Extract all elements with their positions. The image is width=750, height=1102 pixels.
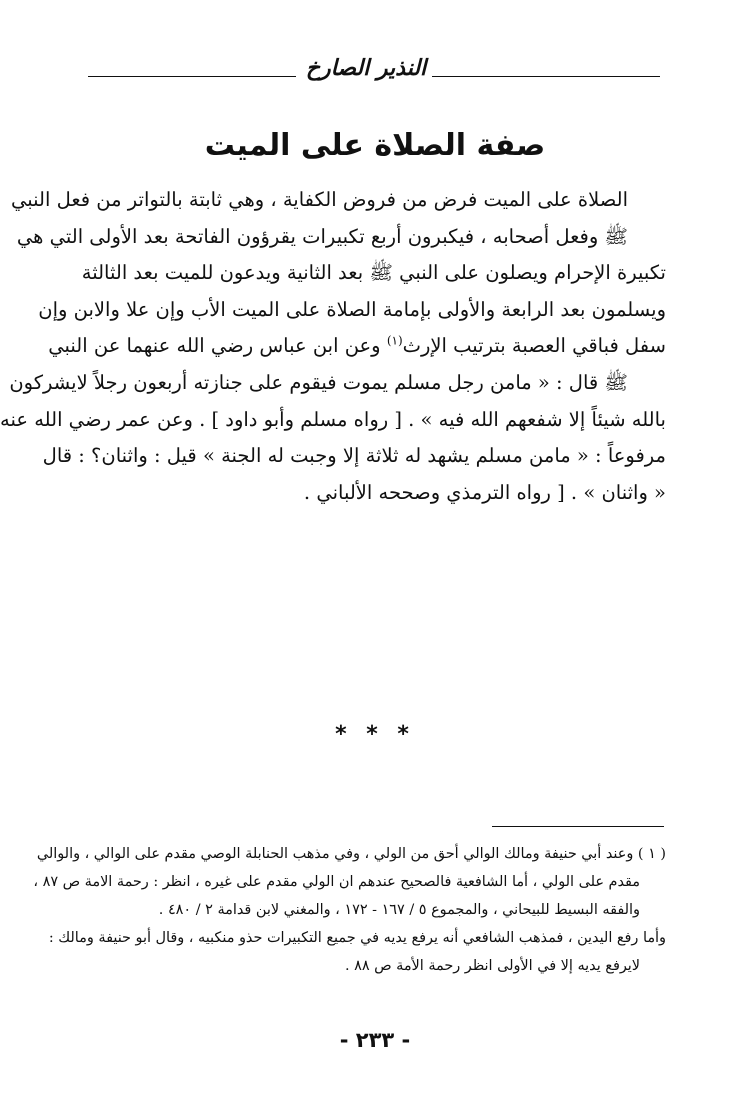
body-line-head: سفل فباقي العصبة بترتيب الإرث: [402, 334, 666, 358]
body-line-with-footnote: [48, 328, 666, 365]
footnote-rule: [492, 826, 664, 827]
body-line: « واثنان » . [ رواه الترمذي وصححه الألباني .: [303, 480, 666, 504]
body-line: بالله شيئاً إلا شفعهم الله فيه » . [ رواه مسلم وأبو داود ] . وعن عمر رضي الله عنه: [0, 407, 666, 431]
body-line-tail: وعن ابن عباس رضي الله عنهما عن النبي: [48, 334, 387, 358]
footnotes: [33, 840, 666, 980]
footnote-line: ( ١ ) وعند أبي حنيفة ومالك الوالي أحق من الولي ، وفي مذهب الحنابلة الوصي مقدم على الوالي ، والوالي: [36, 846, 666, 862]
header-rule-left: [88, 76, 296, 77]
footnote-line: لايرفع يديه إلا في الأولى انظر رحمة الأمة ص ٨٨ .: [344, 958, 640, 974]
body-text: [0, 182, 666, 511]
section-heading: صفة الصلاة على الميت: [204, 128, 546, 163]
body-line: ﷺ وفعل أصحابه ، فيكبرون أربع تكبيرات يقرؤون الفاتحة بعد الأولى التي هي: [16, 224, 628, 248]
footnote-marker: (١): [386, 333, 403, 348]
body-line: مرفوعاً : « مامن مسلم يشهد له ثلاثة إلا وجبت له الجنة » قيل : واثنان؟ : قال: [42, 444, 666, 468]
body-line: الصلاة على الميت فرض من فروض الكفاية ، وهي ثابتة بالتواتر من فعل النبي: [11, 188, 628, 211]
running-header: [88, 52, 660, 92]
footnote-line: مقدم على الولي ، أما الشافعية فالصحيح عندهم ان الولي مقدم على غيره ، انظر : رحمة الامة ص ٨٧ ،: [33, 874, 640, 890]
footnote-line: والفقه البسيط للبيحاني ، والمجموع ٥ / ١٦٧ - ١٧٢ ، والمغني لابن قدامة ٢ / ٤٨٠ .: [158, 902, 640, 918]
page-number: - ٢٣٣ -: [339, 1028, 411, 1052]
running-header-title: النذير الصارخ: [305, 56, 427, 81]
footnote-line: وأما رفع اليدين ، فمذهب الشافعي أنه يرفع يديه في جميع التكبيرات حذو منكبيه ، وقال أبو حنيفة ومالك :: [48, 930, 666, 946]
body-line: ويسلمون بعد الرابعة والأولى بإمامة الصلاة على الميت الأب وإن علا والابن وإن: [38, 297, 666, 321]
body-line: ﷺ قال : « مامن رجل مسلم يموت فيقوم على جنازته أربعون رجلاً لايشركون: [9, 370, 628, 394]
section-separator: * * *: [335, 722, 415, 747]
body-line: تكبيرة الإحرام ويصلون على النبي ﷺ بعد الثانية ويدعون للميت بعد الثالثة: [81, 261, 666, 285]
header-rule-right: [432, 76, 660, 77]
